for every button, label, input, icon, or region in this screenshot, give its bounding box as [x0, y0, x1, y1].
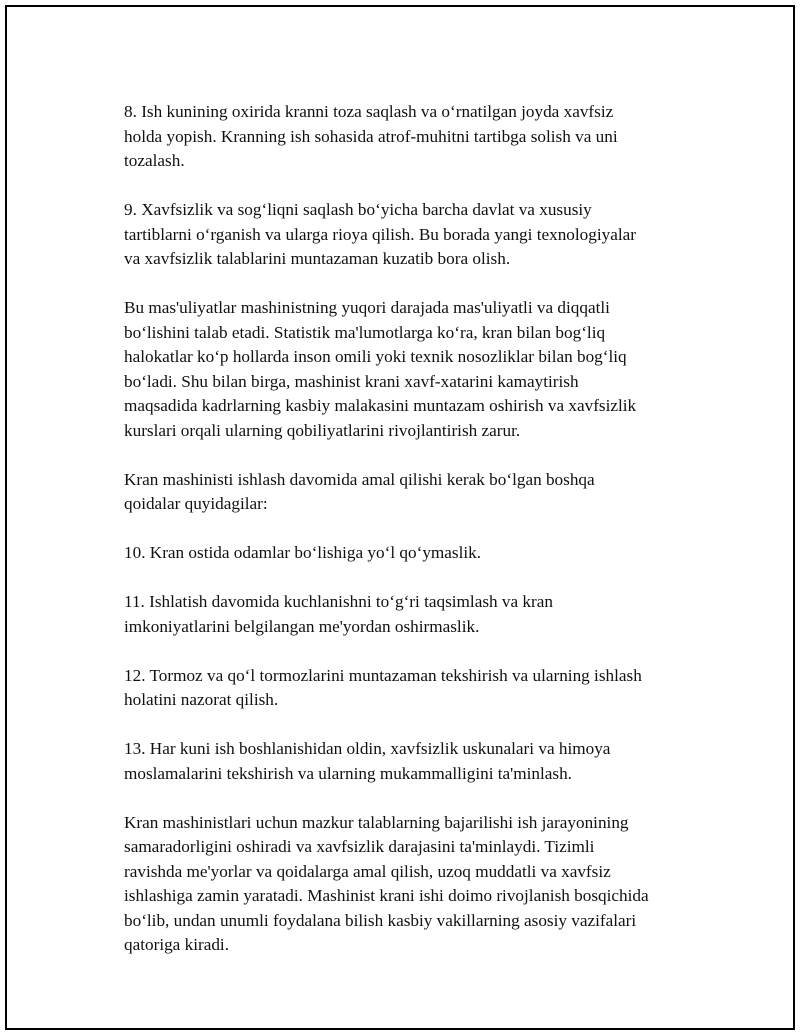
paragraph-item-13: 13. Har kuni ish boshlanishidan oldin, xavfsizlik uskunalari va himoya moslamalarini tekshirish va ularning mukammalligini ta'minlash.: [124, 739, 611, 783]
paragraph-item-9: 9. Xavfsizlik va sog‘liqni saqlash bo‘yicha barcha davlat va xususiy tartiblarni o‘rganish va ularga rioya qilish. Bu borada yangi texnologiyalar va xavfsizlik talablarini muntazaman kuzatib bora olish.: [124, 200, 636, 268]
paragraph-other-rules-intro: Kran mashinisti ishlash davomida amal qilishi kerak bo‘lgan boshqa qoidalar quyidagilar:: [124, 469, 595, 513]
document-body: [124, 100, 694, 982]
paragraph-conclusion: Kran mashinistlari uchun mazkur talablarning bajarilishi ish jarayonining samaradorligini oshiradi va xavfsizlik darajasini ta'minlaydi. Tizimli ravishda me'yorlar va qoidalarga amal qilish, uzoq muddatli va xavfsiz ishlashiga zamin yaratadi. Mashinist krani ishi doimo rivojlanish bosqichida bo‘lib, undan unumli foydalana bilish kasbiy vakillarning asosiy vazifalari qatoriga kiradi.: [124, 812, 649, 954]
page-frame: [5, 5, 795, 1030]
paragraph-item-12: 12. Tormoz va qo‘l tormozlarini muntazaman tekshirish va ularning ishlash holatini nazorat qilish.: [124, 665, 642, 709]
paragraph-item-10: 10. Kran ostida odamlar bo‘lishiga yo‘l qo‘ymaslik.: [124, 543, 482, 562]
paragraph-item-8: 8. Ish kunining oxirida kranni toza saqlash va o‘rnatilgan joyda xavfsiz holda yopish. Kranning ish sohasida atrof-muhitni tartibga solish va uni tozalash.: [124, 102, 618, 170]
paragraph-item-11: 11. Ishlatish davomida kuchlanishni to‘g‘ri taqsimlash va kran imkoniyatlarini belgilangan me'yordan oshirmaslik.: [124, 592, 553, 636]
paragraph-responsibilities: Bu mas'uliyatlar mashinistning yuqori darajada mas'uliyatli va diqqatli bo‘lishini talab etadi. Statistik ma'lumotlarga ko‘ra, kran bilan bog‘liq halokatlar ko‘p hollarda inson omili yoki texnik nosozliklar bilan bog‘liq bo‘ladi. Shu bilan birga, mashinist krani xavf-xatarini kamaytirish maqsadida kadrlarning kasbiy malakasini muntazam oshirish va xavfsizlik kurslari orqali ularning qobiliyatlarini rivojlantirish zarur.: [124, 298, 637, 440]
